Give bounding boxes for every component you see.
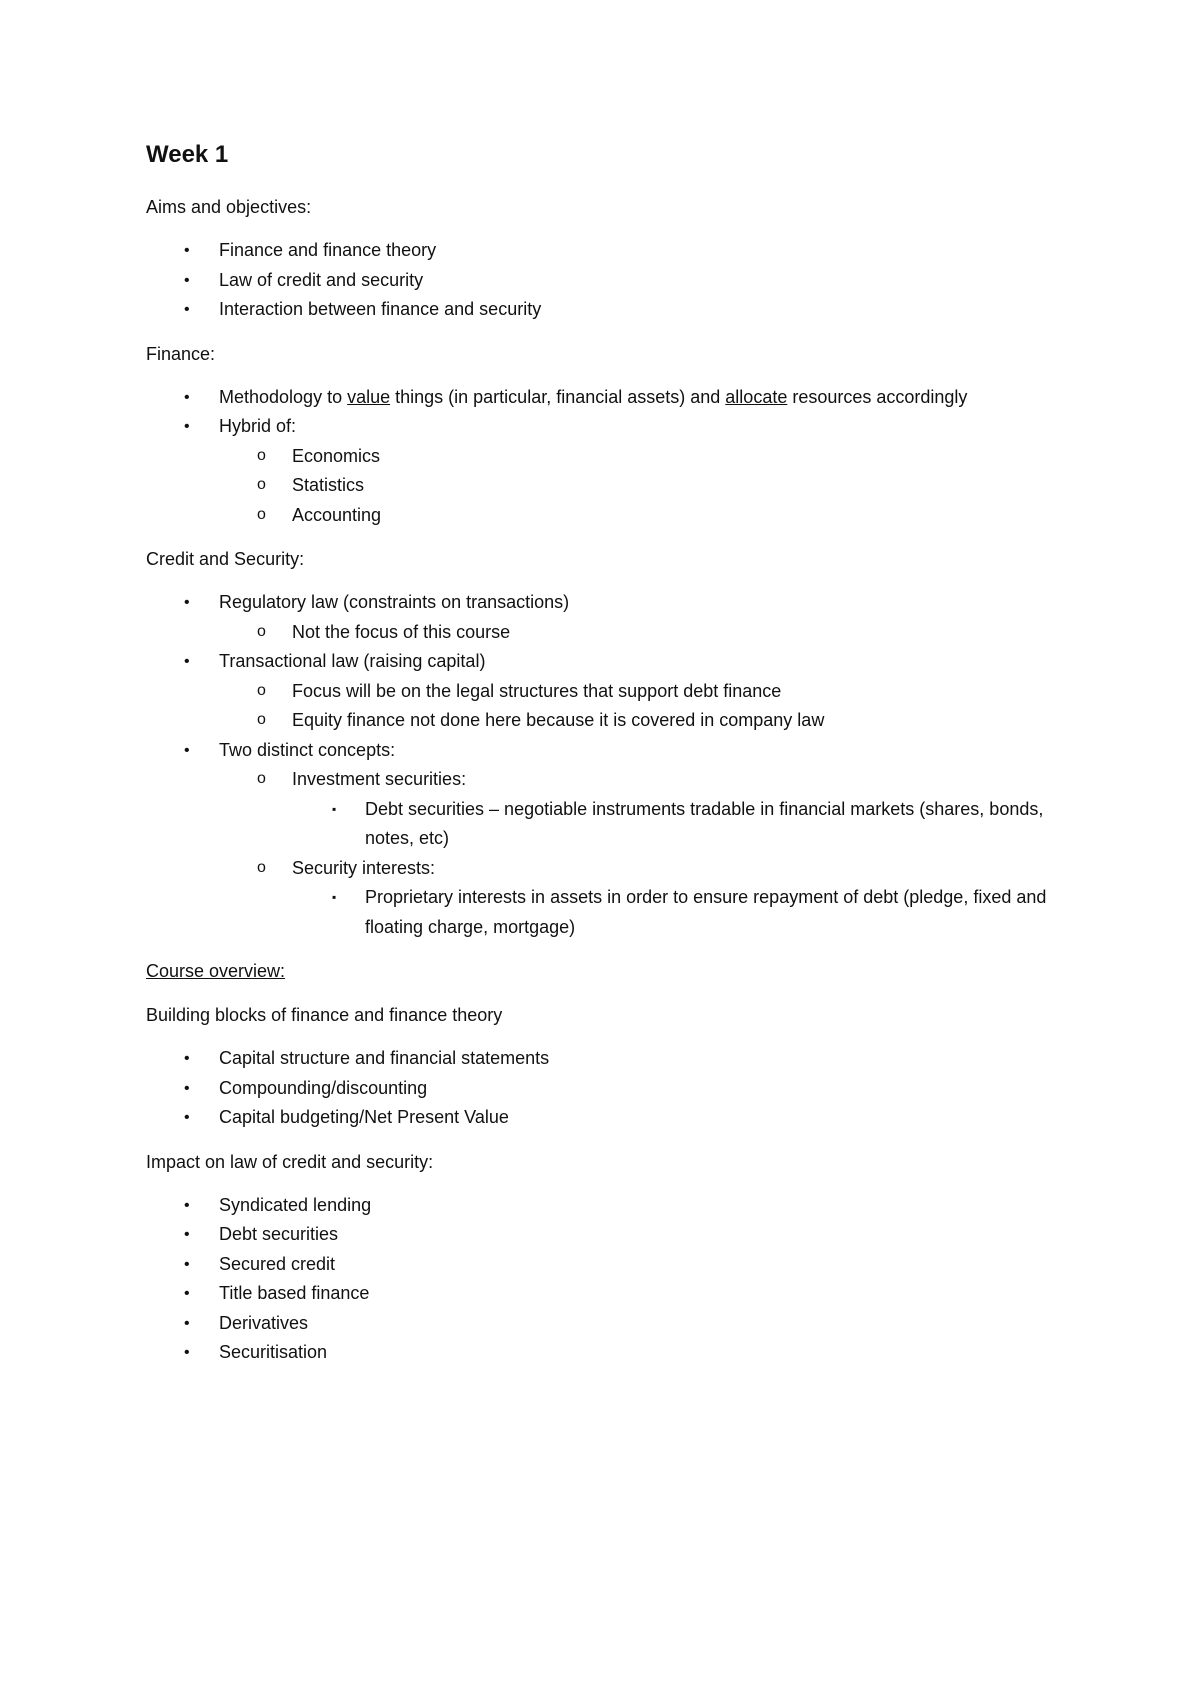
circle-bullet-icon: o bbox=[257, 446, 266, 464]
circle-bullet-icon: o bbox=[257, 858, 266, 876]
list-item: o Investment securities: ▪ Debt securities – negotiable instruments tradable in financial markets (shares, bonds, notes, etc) bbox=[219, 765, 1066, 854]
building-heading: Building blocks of finance and finance theory bbox=[146, 1005, 503, 1025]
sub-list bbox=[219, 765, 1066, 942]
list-item: • Syndicated lending bbox=[146, 1191, 1066, 1221]
document-page bbox=[146, 140, 1066, 1382]
bullet-icon: • bbox=[184, 1226, 190, 1243]
square-bullet-icon: ▪ bbox=[332, 801, 337, 816]
bullet-icon: • bbox=[184, 1196, 190, 1214]
bullet-icon: • bbox=[184, 741, 190, 759]
bullet-icon: • bbox=[184, 653, 190, 670]
list-item: • Derivatives bbox=[146, 1309, 1066, 1339]
list-item: o Focus will be on the legal structures that support debt finance bbox=[219, 677, 1066, 707]
page-title: Week 1 bbox=[146, 141, 229, 168]
underlined-word: allocate bbox=[725, 386, 788, 407]
building-list bbox=[146, 1044, 1066, 1133]
impact-heading: Impact on law of credit and security: bbox=[146, 1151, 434, 1172]
list-item: • Hybrid of: o Economics o Statistics o Accounting bbox=[146, 412, 1066, 530]
circle-bullet-icon: o bbox=[257, 505, 266, 523]
overview-heading: Course overview: bbox=[146, 961, 286, 981]
bullet-icon: • bbox=[184, 271, 190, 289]
list-item: • Secured credit bbox=[146, 1250, 1066, 1280]
circle-bullet-icon: o bbox=[257, 770, 266, 787]
list-item: • Methodology to value things (in particular, financial assets) and allocate resources accordingly bbox=[146, 383, 1066, 413]
sub-list bbox=[219, 442, 1066, 531]
list-item: • Two distinct concepts: o Investment securities: ▪ Debt securities – negotiable instruments tradable in financial markets (shares, bonds, notes, etc) o Security interests: ▪ Proprietary interests in assets in order to ensure repayment of debt (pledge, fixed and floating charge, mortgage) bbox=[146, 736, 1066, 943]
sub-sub-list bbox=[292, 883, 1066, 942]
underlined-word: value bbox=[347, 386, 391, 407]
impact-list bbox=[146, 1191, 1066, 1368]
square-bullet-icon: ▪ bbox=[332, 890, 337, 904]
list-item: • Law of credit and security bbox=[146, 266, 1066, 296]
list-item: o Not the focus of this course bbox=[219, 618, 1066, 648]
bullet-icon: • bbox=[184, 301, 190, 318]
circle-bullet-icon: o bbox=[257, 711, 266, 728]
aims-heading: Aims and objectives: bbox=[146, 197, 312, 217]
sub-list bbox=[219, 618, 1066, 648]
bullet-icon: • bbox=[184, 1050, 190, 1067]
bullet-icon: • bbox=[184, 388, 190, 406]
list-item: • Title based finance bbox=[146, 1279, 1066, 1309]
list-item: • Interaction between finance and security bbox=[146, 295, 1066, 325]
list-item: o Economics bbox=[219, 442, 1066, 472]
finance-list bbox=[146, 383, 1066, 531]
bullet-icon: • bbox=[184, 1109, 190, 1126]
circle-bullet-icon: o bbox=[257, 681, 266, 699]
list-item: • Regulatory law (constraints on transactions) o Not the focus of this course bbox=[146, 588, 1066, 647]
list-item: • Debt securities bbox=[146, 1220, 1066, 1250]
bullet-icon: • bbox=[184, 1285, 190, 1302]
finance-heading: Finance: bbox=[146, 343, 216, 364]
list-item: • Capital structure and financial statements bbox=[146, 1044, 1066, 1074]
bullet-icon: • bbox=[184, 1314, 190, 1332]
credit-heading: Credit and Security: bbox=[146, 549, 305, 569]
list-item: ▪ Debt securities – negotiable instruments tradable in financial markets (shares, bonds, notes, etc) bbox=[292, 795, 1066, 854]
circle-bullet-icon: o bbox=[257, 622, 266, 640]
list-item: • Securitisation bbox=[146, 1338, 1066, 1368]
list-item: • Capital budgeting/Net Present Value bbox=[146, 1103, 1066, 1133]
list-item: o Statistics bbox=[219, 471, 1066, 501]
aims-list bbox=[146, 236, 1066, 325]
sub-sub-list bbox=[292, 795, 1066, 854]
credit-list bbox=[146, 588, 1066, 942]
bullet-icon: • bbox=[184, 1079, 190, 1097]
list-item: ▪ Proprietary interests in assets in order to ensure repayment of debt (pledge, fixed and floating charge, mortgage) bbox=[292, 883, 1066, 942]
list-item: o Security interests: ▪ Proprietary interests in assets in order to ensure repayment of debt (pledge, fixed and floating charge, mortgage) bbox=[219, 854, 1066, 943]
list-item: o Accounting bbox=[219, 501, 1066, 531]
list-item: • Finance and finance theory bbox=[146, 236, 1066, 266]
circle-bullet-icon: o bbox=[257, 476, 266, 493]
bullet-icon: • bbox=[184, 418, 190, 435]
bullet-icon: • bbox=[184, 594, 190, 611]
list-item: • Transactional law (raising capital) o Focus will be on the legal structures that support debt finance o Equity finance not done here because it is covered in company law bbox=[146, 647, 1066, 736]
sub-list bbox=[219, 677, 1066, 736]
bullet-icon: • bbox=[184, 1344, 190, 1361]
bullet-icon: • bbox=[184, 242, 190, 259]
list-item: o Equity finance not done here because it is covered in company law bbox=[219, 706, 1066, 736]
bullet-icon: • bbox=[184, 1255, 190, 1273]
list-item: • Compounding/discounting bbox=[146, 1074, 1066, 1104]
